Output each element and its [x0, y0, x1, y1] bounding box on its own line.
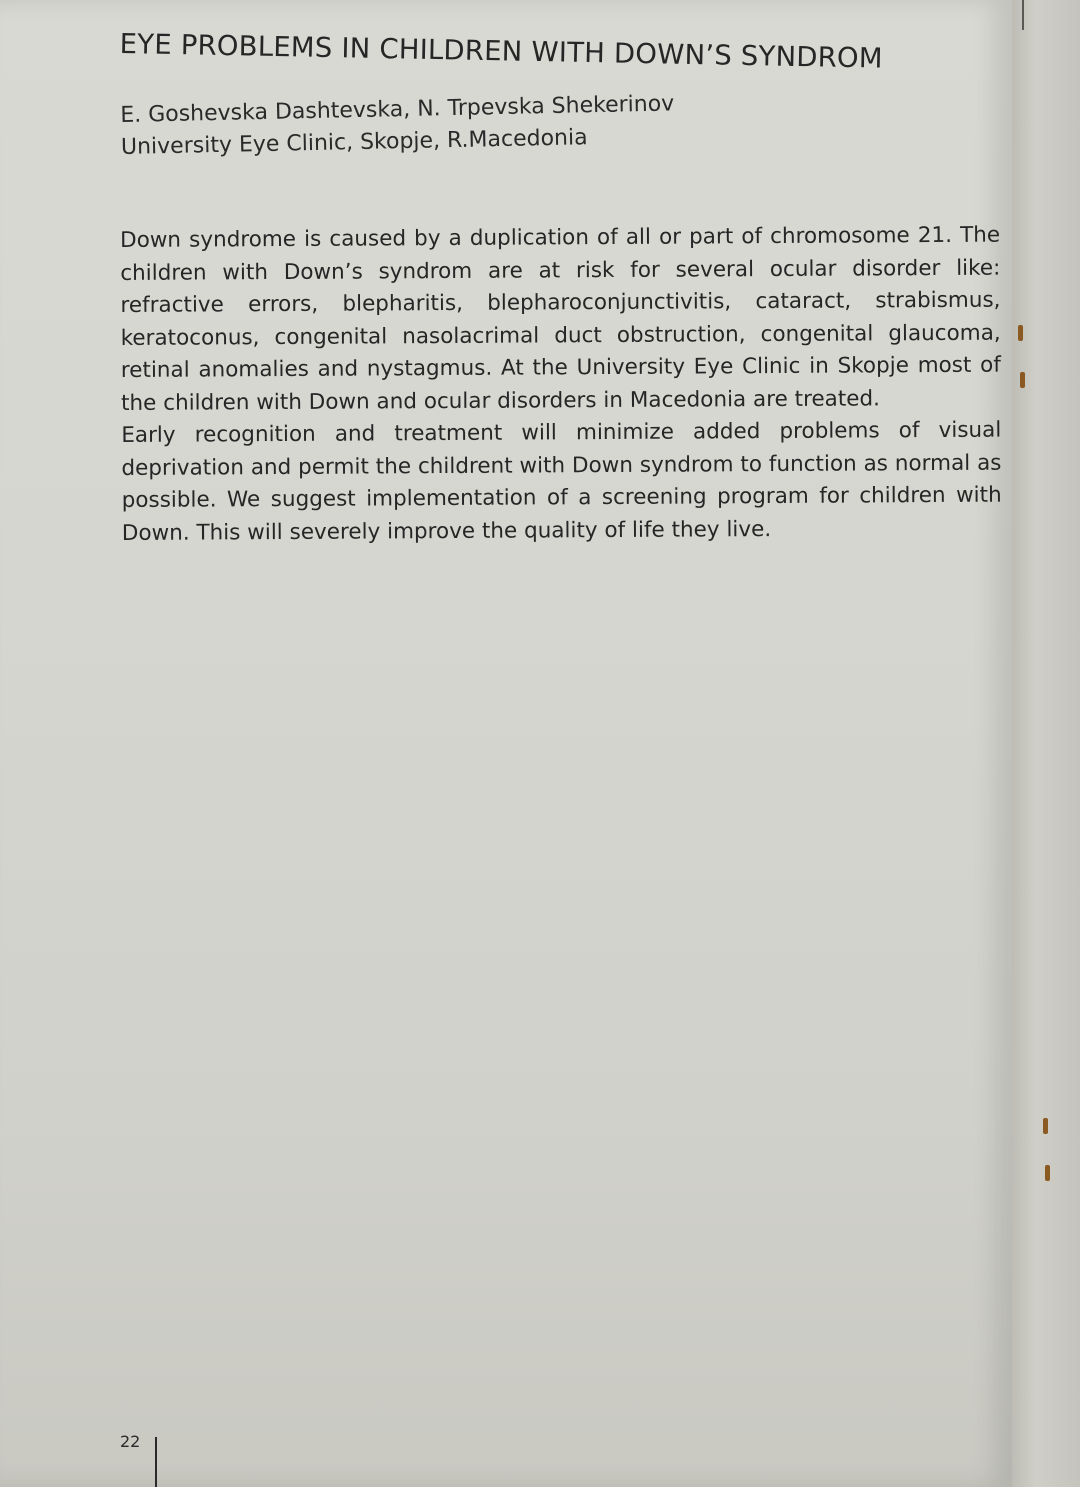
page-number: 22 [120, 1432, 141, 1451]
article-title: EYE PROBLEMS IN CHILDREN WITH DOWN’S SYNDROM [119, 28, 884, 75]
author-block [120, 88, 675, 164]
show-through-text: ​ [1004, 547, 1005, 572]
adjacent-page-edge [1012, 0, 1080, 1487]
edge-line [1022, 0, 1024, 30]
author-names: E. Goshevska Dashtevska, N. Trpevska Shekerinov [120, 91, 675, 128]
staple-mark [1043, 1118, 1048, 1134]
staple-mark [1020, 372, 1025, 388]
staple-mark [1045, 1165, 1050, 1181]
staple-mark [1018, 325, 1023, 341]
author-affiliation: University Eye Clinic, Skopje, R.Macedonia [120, 125, 588, 160]
body-paragraph-2: Early recognition and treatment will minimize added problems of visual deprivation and permit the childrent with Down syndrom to function as normal as possible. We suggest implementation of a screening program for children with Down. This will severely improve the quality of life they live. [121, 417, 1002, 546]
page-number-rule [155, 1437, 157, 1487]
abstract-body [120, 220, 1002, 550]
body-paragraph-1: Down syndrome is caused by a duplication of all or part of chromosome 21. The children with Down’s syndrom are at risk for several ocular disorder like: refractive errors, blepharitis, blepharoconjunctivitis, cataract, strabismus, keratoconus, congenital nasolacrimal duct obstruction, congenital glaucoma, retinal anomalies and nystagmus. At the University Eye Clinic in Skopje most of the children with Down and ocular disorders in Macedonia are treated. [120, 222, 1001, 416]
